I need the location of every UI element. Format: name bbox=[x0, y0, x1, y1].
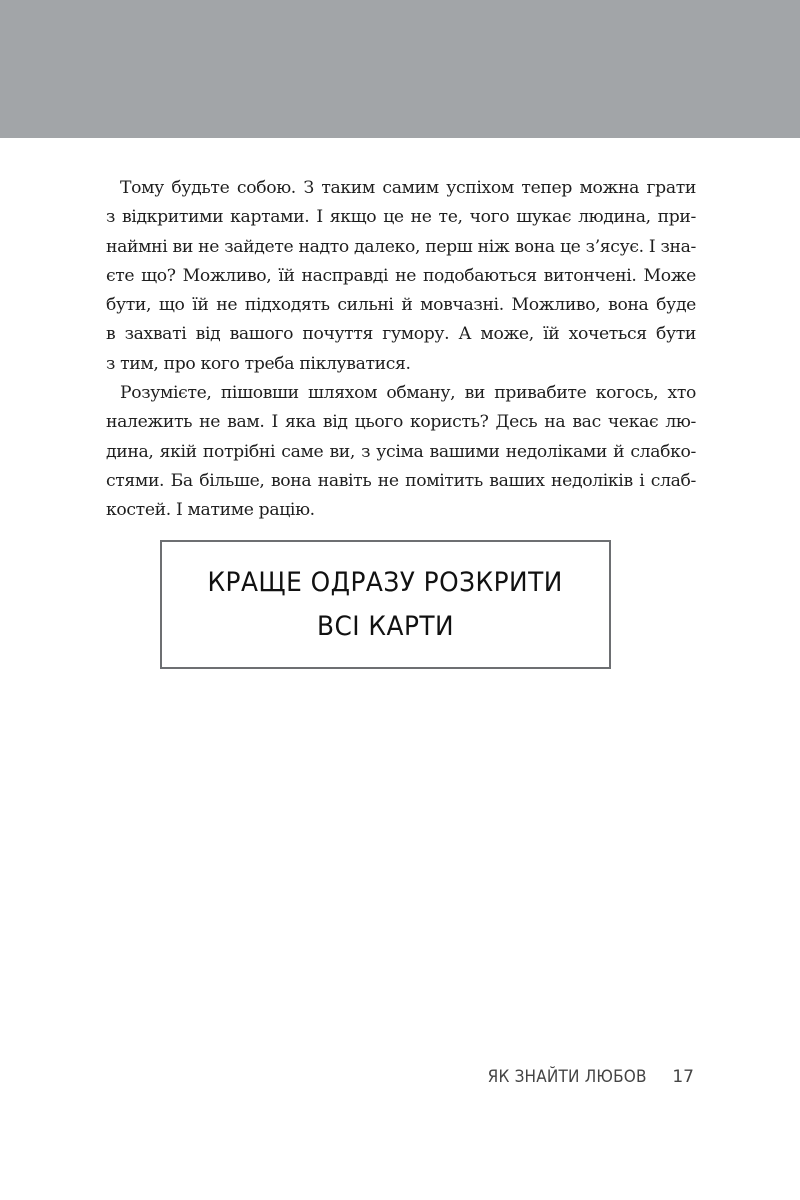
paragraph-1-line-7: з тим, про кого треба піклуватися. bbox=[106, 353, 411, 374]
header-band bbox=[0, 0, 800, 138]
paragraph-2-line-3: дина, якій потрібні саме ви, з усіма вашими недоліками й слабко- bbox=[106, 441, 696, 462]
paragraph-2-line-5: костей. І матиме рацію. bbox=[106, 500, 315, 521]
running-title: ЯК ЗНАЙТИ ЛЮБОВ bbox=[487, 1067, 647, 1087]
callout-line-1: КРАЩЕ ОДРАЗУ РОЗКРИТИ bbox=[207, 566, 564, 598]
paragraph-1-line-3: наймні ви не зайдете надто далеко, перш ніж вона це з’ясує. І зна- bbox=[106, 236, 696, 257]
paragraph-1-line-2: з відкритими картами. І якщо це не те, чого шукає людина, при- bbox=[106, 207, 696, 228]
paragraph-2-line-1: Розумієте, пішовши шляхом обману, ви привабите когось, хто bbox=[120, 383, 696, 404]
paragraph-1-line-6: в захваті від вашого почуття гумору. А може, їй хочеться бути bbox=[106, 324, 696, 345]
callout-box bbox=[160, 540, 611, 669]
page-number: 17 bbox=[672, 1067, 694, 1087]
paragraph-1-line-5: бути, що їй не підходять сильні й мовчазні. Можливо, вона буде bbox=[106, 295, 696, 316]
paragraph-1-line-1: Тому будьте собою. З таким самим успіхом тепер можна грати bbox=[120, 178, 696, 198]
callout-line-2: ВСІ КАРТИ bbox=[316, 610, 455, 642]
paragraph-2-line-4: стями. Ба більше, вона навіть не помітить ваших недоліків і слаб- bbox=[106, 470, 696, 491]
paragraph-1-line-4: єте що? Можливо, їй насправді не подобаються витончені. Може bbox=[106, 265, 696, 286]
paragraph-2-line-2: належить не вам. І яка від цього користь? Десь на вас чекає лю- bbox=[106, 412, 696, 433]
page-footer bbox=[470, 1067, 694, 1087]
body-text bbox=[106, 174, 696, 526]
